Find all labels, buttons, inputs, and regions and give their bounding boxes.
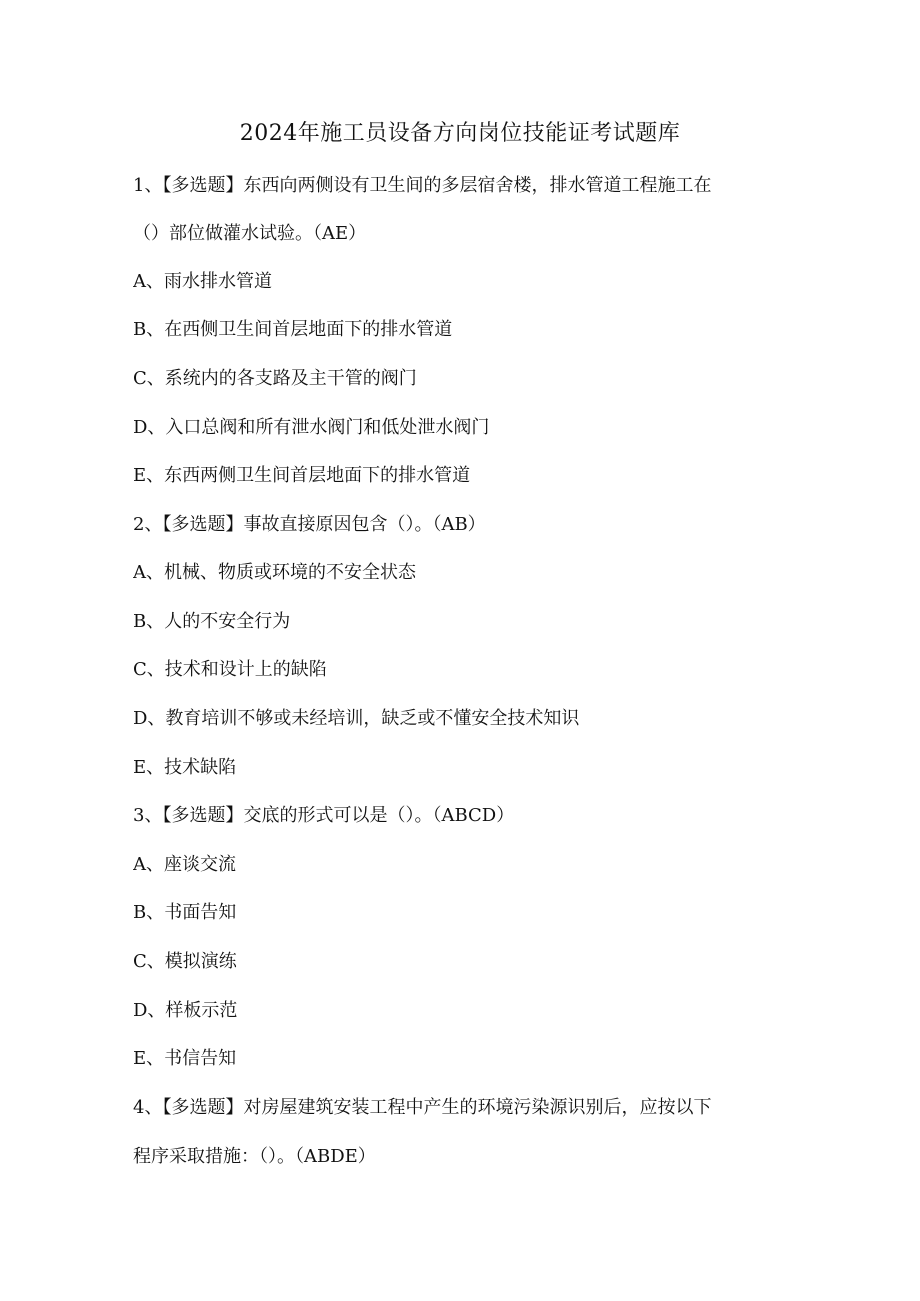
question-1-option-b: B、在西侧卫生间首层地面下的排水管道 <box>133 319 453 340</box>
question-1-option-e: E、东西两侧卫生间首层地面下的排水管道 <box>133 465 471 486</box>
question-3-stem: 3、【多选题】交底的形式可以是（）。（ABCD） <box>133 805 515 826</box>
question-1-stem-line-2: （）部位做灌水试验。（AE） <box>133 223 367 244</box>
question-2-stem: 2、【多选题】事故直接原因包含（）。（AB） <box>133 514 486 535</box>
question-2-option-e: E、技术缺陷 <box>133 757 237 778</box>
question-3-option-a: A、座谈交流 <box>133 854 236 875</box>
question-4-stem-line-2: 程序采取措施：（）。（ABDE） <box>133 1146 376 1167</box>
question-1-stem-line-1: 1、【多选题】东西向两侧设有卫生间的多层宿舍楼，排水管道工程施工在 <box>133 175 712 196</box>
question-3-option-d: D、样板示范 <box>133 1000 238 1021</box>
question-1-option-d: D、入口总阀和所有泄水阀门和低处泄水阀门 <box>133 417 490 438</box>
question-1-option-a: A、雨水排水管道 <box>133 271 272 292</box>
question-2-option-d: D、教育培训不够或未经培训，缺乏或不懂安全技术知识 <box>133 708 580 729</box>
question-3-option-b: B、书面告知 <box>133 902 237 923</box>
question-4-stem-line-1: 4、【多选题】对房屋建筑安装工程中产生的环境污染源识别后，应按以下 <box>133 1097 712 1118</box>
question-2-option-c: C、技术和设计上的缺陷 <box>133 659 327 680</box>
question-2-option-a: A、机械、物质或环境的不安全状态 <box>133 562 416 583</box>
question-1-option-c: C、系统内的各支路及主干管的阀门 <box>133 368 417 389</box>
question-3-option-e: E、书信告知 <box>133 1048 237 1069</box>
document-title: 2024年施工员设备方向岗位技能证考试题库 <box>239 121 681 146</box>
question-2-option-b: B、人的不安全行为 <box>133 611 291 632</box>
question-3-option-c: C、模拟演练 <box>133 951 237 972</box>
